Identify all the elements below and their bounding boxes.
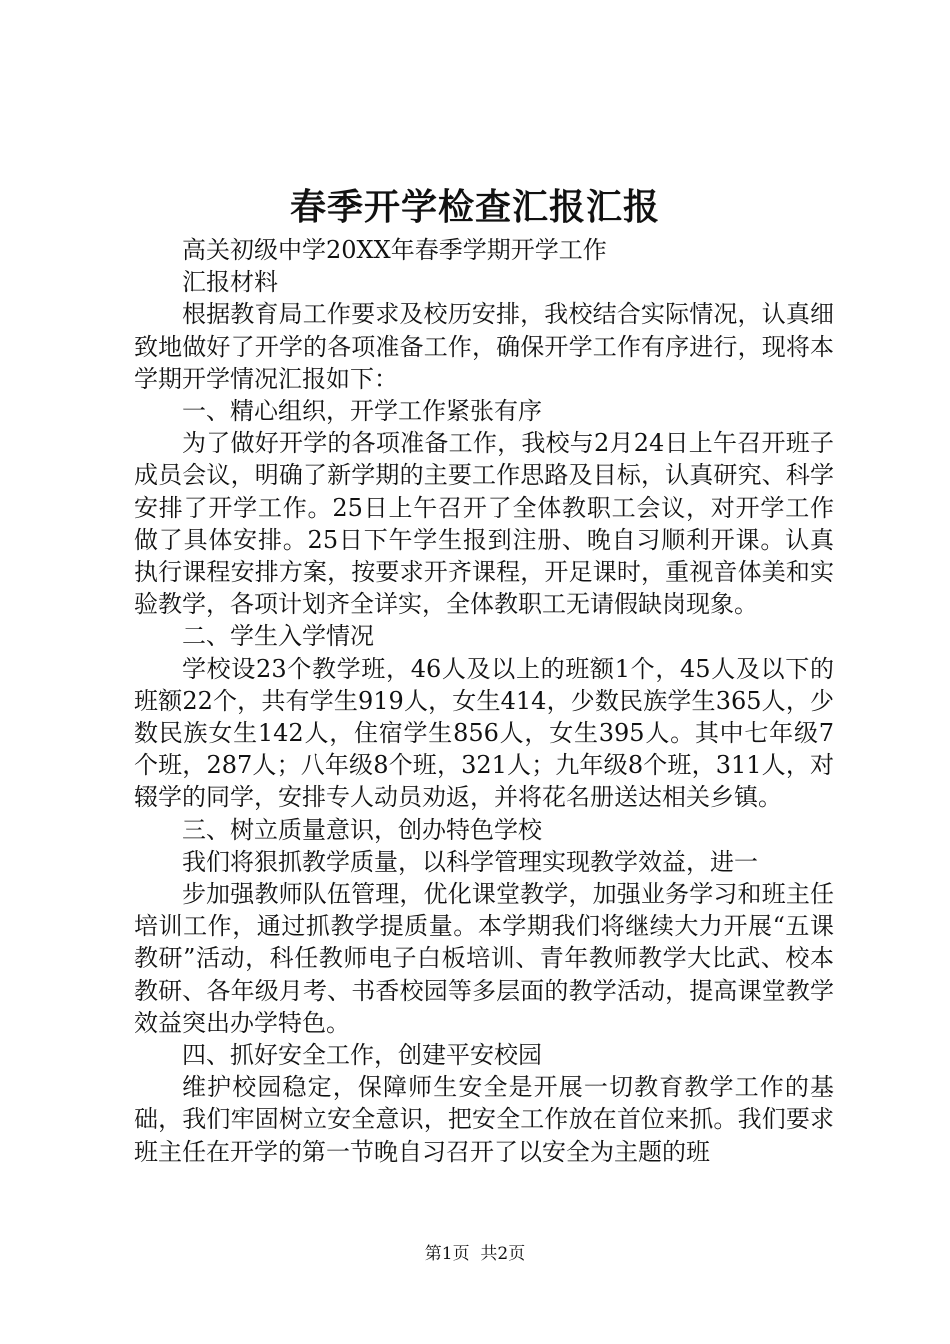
paragraph-section-1: 为了做好开学的各项准备工作，我校与2月24日上午召开班子成员会议，明确了新学期的主要工作思路及目标，认真研究、科学安排了开学工作。25日上午召开了全体教职工会议，对开学工作做了具体安排。25日下午学生报到注册、晚自习顺利开课。认真执行课程安排方案，按要求开齐课程，开足课时，重视音体美和实验教学，各项计划齐全详实，全体教职工无请假缺岗现象。 (134, 429, 834, 619)
section-heading-3: 三、树立质量意识，创办特色学校 (182, 815, 542, 844)
section-heading-4: 四、抓好安全工作，创建平安校园 (182, 1041, 542, 1070)
page-footer (0, 1242, 950, 1266)
document-body (134, 234, 834, 1168)
paragraph-intro: 根据教育局工作要求及校历安排，我校结合实际情况，认真细致地做好了开学的各项准备工作，确保开学工作有序进行，现将本学期开学情况汇报如下： (134, 300, 834, 393)
paragraph-heading-school: 高关初级中学20XX年春季学期开学工作 (182, 236, 607, 264)
paragraph-section-3a: 我们将狠抓教学质量，以科学管理实现教学效益，进一 (182, 847, 758, 876)
section-heading-1: 一、精心组织，开学工作紧张有序 (182, 397, 542, 426)
paragraph-heading-material: 汇报材料 (182, 268, 278, 297)
document-title: 春季开学检查汇报汇报 (289, 186, 660, 228)
page-total: 共2页 (480, 1244, 526, 1264)
paragraph-section-4: 维护校园稳定，保障师生安全是开展一切教育教学工作的基础，我们牢固树立安全意识，把安全工作放在首位来抓。我们要求班主任在开学的第一节晚自习召开了以安全为主题的班 (134, 1073, 834, 1166)
page-number: 第1页 (424, 1244, 470, 1264)
paragraph-section-3b: 步加强教师队伍管理，优化课堂教学，加强业务学习和班主任培训工作，通过抓教学提质量。本学期我们将继续大力开展“五课教研”活动，科任教师电子白板培训、青年教师教学大比武、校本教研、各年级月考、书香校园等多层面的教学活动，提高课堂教学效益突出办学特色。 (134, 880, 834, 1037)
section-heading-2: 二、学生入学情况 (182, 622, 374, 651)
paragraph-section-2: 学校设23个教学班，46人及以上的班额1个，45人及以下的班额22个，共有学生919人，女生414，少数民族学生365人，少数民族女生142人，住宿学生856人，女生395人。其中七年级7个班，287人；八年级8个班，321人；九年级8个班，311人，对辍学的同学，安排专人动员劝返，并将花名册送达相关乡镇。 (134, 654, 834, 812)
